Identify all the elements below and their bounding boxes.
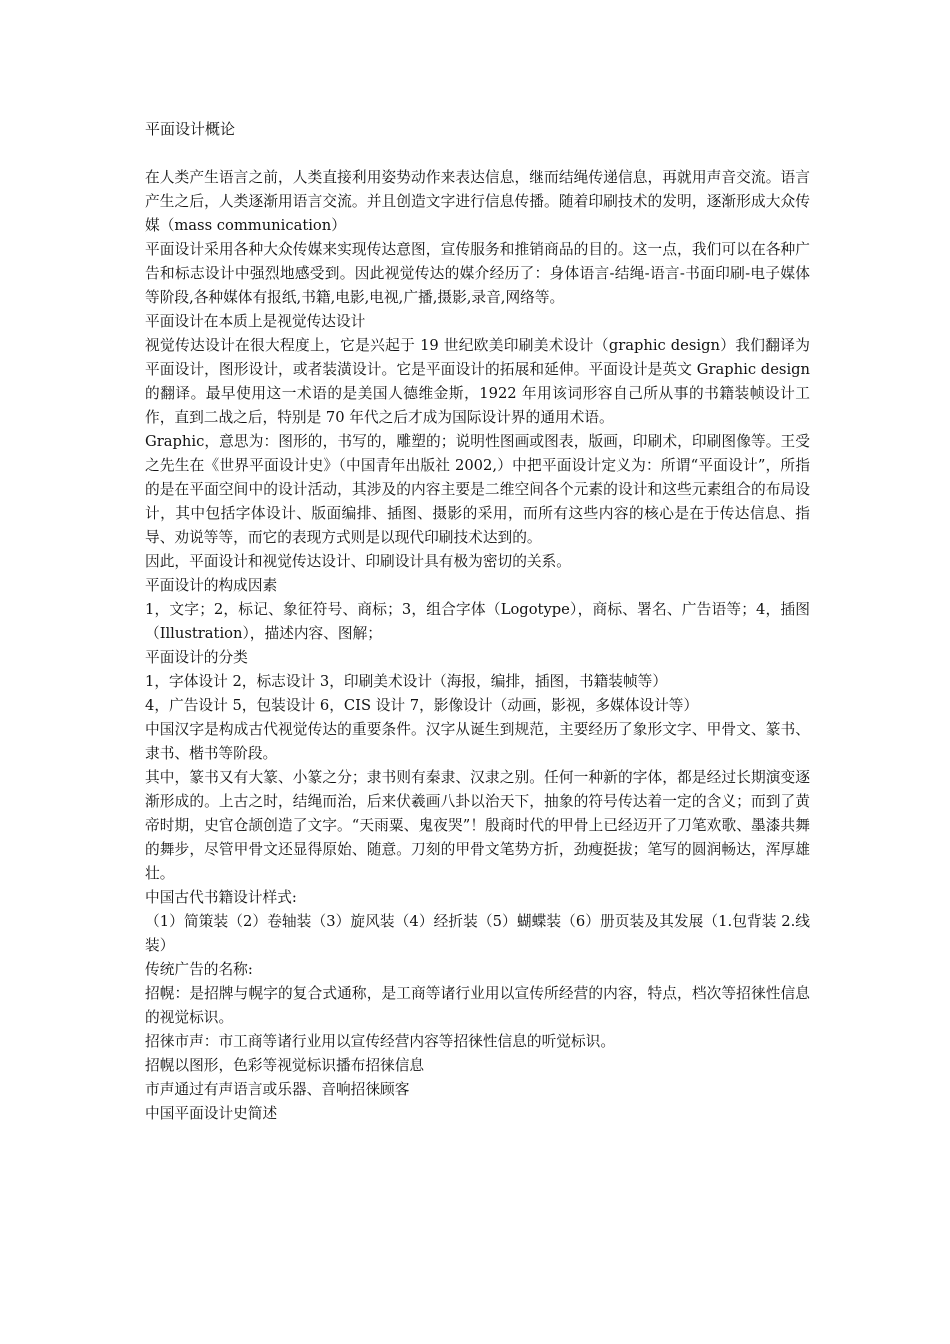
- paragraph-shisheng-audio: 市声通过有声语言或乐器、音响招徕顾客: [145, 1081, 410, 1098]
- paragraph-origin-of-communication: 在人类产生语言之前，人类直接利用姿势动作来表达信息，继而结绳传递信息，再就用声音交流。语言产生之后，人类逐渐用语言交流。并且创造文字进行信息传播。随着印刷技术的发明，逐渐形成大众传媒（mass communication）: [145, 169, 810, 234]
- paragraph-script-history: 其中，篆书又有大篆、小篆之分；隶书则有秦隶、汉隶之别。任何一种新的字体，都是经过长期演变逐渐形成的。上古之时，结绳而治，后来伏羲画八卦以治天下，抽象的符号传达着一定的含义；而到了黄帝时期，史官仓颉创造了文字。“天雨粟、鬼夜哭”！殷商时代的甲骨上已经迈开了刀笔欢歌、墨漆共舞的舞步，尽管甲骨文还显得原始、随意。刀刻的甲骨文笔势方折，劲瘦挺拔；笔写的圆润畅达，浑厚雄壮。: [145, 769, 810, 882]
- document-page: [145, 117, 810, 1126]
- paragraph-shisheng: 招徕市声：市工商等诸行业用以宣传经营内容等招徕性信息的听觉标识。: [145, 1033, 616, 1050]
- paragraph-heading-traditional-ads: 传统广告的名称:: [145, 961, 253, 978]
- paragraph-heading-visual-communication: 平面设计在本质上是视觉传达设计: [145, 313, 366, 330]
- paragraph-graphic-design-origin: 视觉传达设计在很大程度上，它是兴起于 19 世纪欧美印刷美术设计（graphic design）我们翻译为平面设计，图形设计，或者装潢设计。它是平面设计的拓展和延伸。平面设计是英文 Graphic design 的翻译。最早使用这一术语的是美国人德维金斯，1922 年用该词形容自己所从事的书籍装帧设计工作，直到二战之后，特别是 70 年代之后才成为国际设计界的通用术语。: [145, 337, 810, 426]
- paragraph-heading-history: 中国平面设计史简述: [145, 1105, 278, 1122]
- paragraph-mass-media: 平面设计采用各种大众传媒来实现传达意图，宣传服务和推销商品的目的。这一点，我们可以在各种广告和标志设计中强烈地感受到。因此视觉传达的媒介经历了：身体语言-结绳-语言-书面印刷-电子媒体等阶段,各种媒体有报纸,书籍,电影,电视,广播,摄影,录音,网络等。: [145, 241, 810, 306]
- paragraph-heading-categories: 平面设计的分类: [145, 649, 248, 666]
- document-title: 平面设计概论: [145, 120, 236, 138]
- paragraph-elements-list: 1，文字；2，标记、象征符号、商标；3，组合字体（Logotype），商标、署名、广告语等；4，插图（Illustration），描述内容、图解；: [145, 601, 810, 642]
- paragraph-heading-book-styles: 中国古代书籍设计样式:: [145, 889, 297, 906]
- paragraph-zhaohuang-visual: 招幌以图形，色彩等视觉标识播布招徕信息: [145, 1057, 425, 1074]
- paragraph-relationship: 因此，平面设计和视觉传达设计、印刷设计具有极为密切的关系。: [145, 553, 571, 570]
- paragraph-categories-1: 1，字体设计 2，标志设计 3，印刷美术设计（海报，编排，插图，书籍装帧等）: [145, 673, 668, 690]
- paragraph-categories-2: 4，广告设计 5，包装设计 6，CIS 设计 7，影像设计（动画，影视，多媒体设计等）: [145, 697, 699, 714]
- paragraph-heading-elements: 平面设计的构成因素: [145, 577, 278, 594]
- paragraph-chinese-characters: 中国汉字是构成古代视觉传达的重要条件。汉字从诞生到规范，主要经历了象形文字、甲骨文、篆书、隶书、楷书等阶段。: [145, 721, 810, 762]
- paragraph-graphic-definition: Graphic，意思为：图形的，书写的，雕塑的；说明性图画或图表，版画，印刷术，印刷图像等。王受之先生在《世界平面设计史》（中国青年出版社 2002,）中把平面设计定义为：所谓“平面设计”，所指的是在平面空间中的设计活动，其涉及的内容主要是二维空间各个元素的设计和这些元素组合的布局设计，其中包括字体设计、版面编排、插图、摄影的采用，而所有这些内容的核心是在于传达信息、指导、劝说等等，而它的表现方式则是以现代印刷技术达到的。: [145, 433, 810, 546]
- paragraph-zhaohuang: 招幌：是招牌与幌字的复合式通称，是工商等诸行业用以宣传所经营的内容，特点，档次等招徕性信息的视觉标识。: [145, 985, 810, 1026]
- paragraph-book-styles-list: （1）简策装（2）卷轴装（3）旋风装（4）经折装（5）蝴蝶装（6）册页装及其发展（1.包背装 2.线装）: [145, 913, 810, 954]
